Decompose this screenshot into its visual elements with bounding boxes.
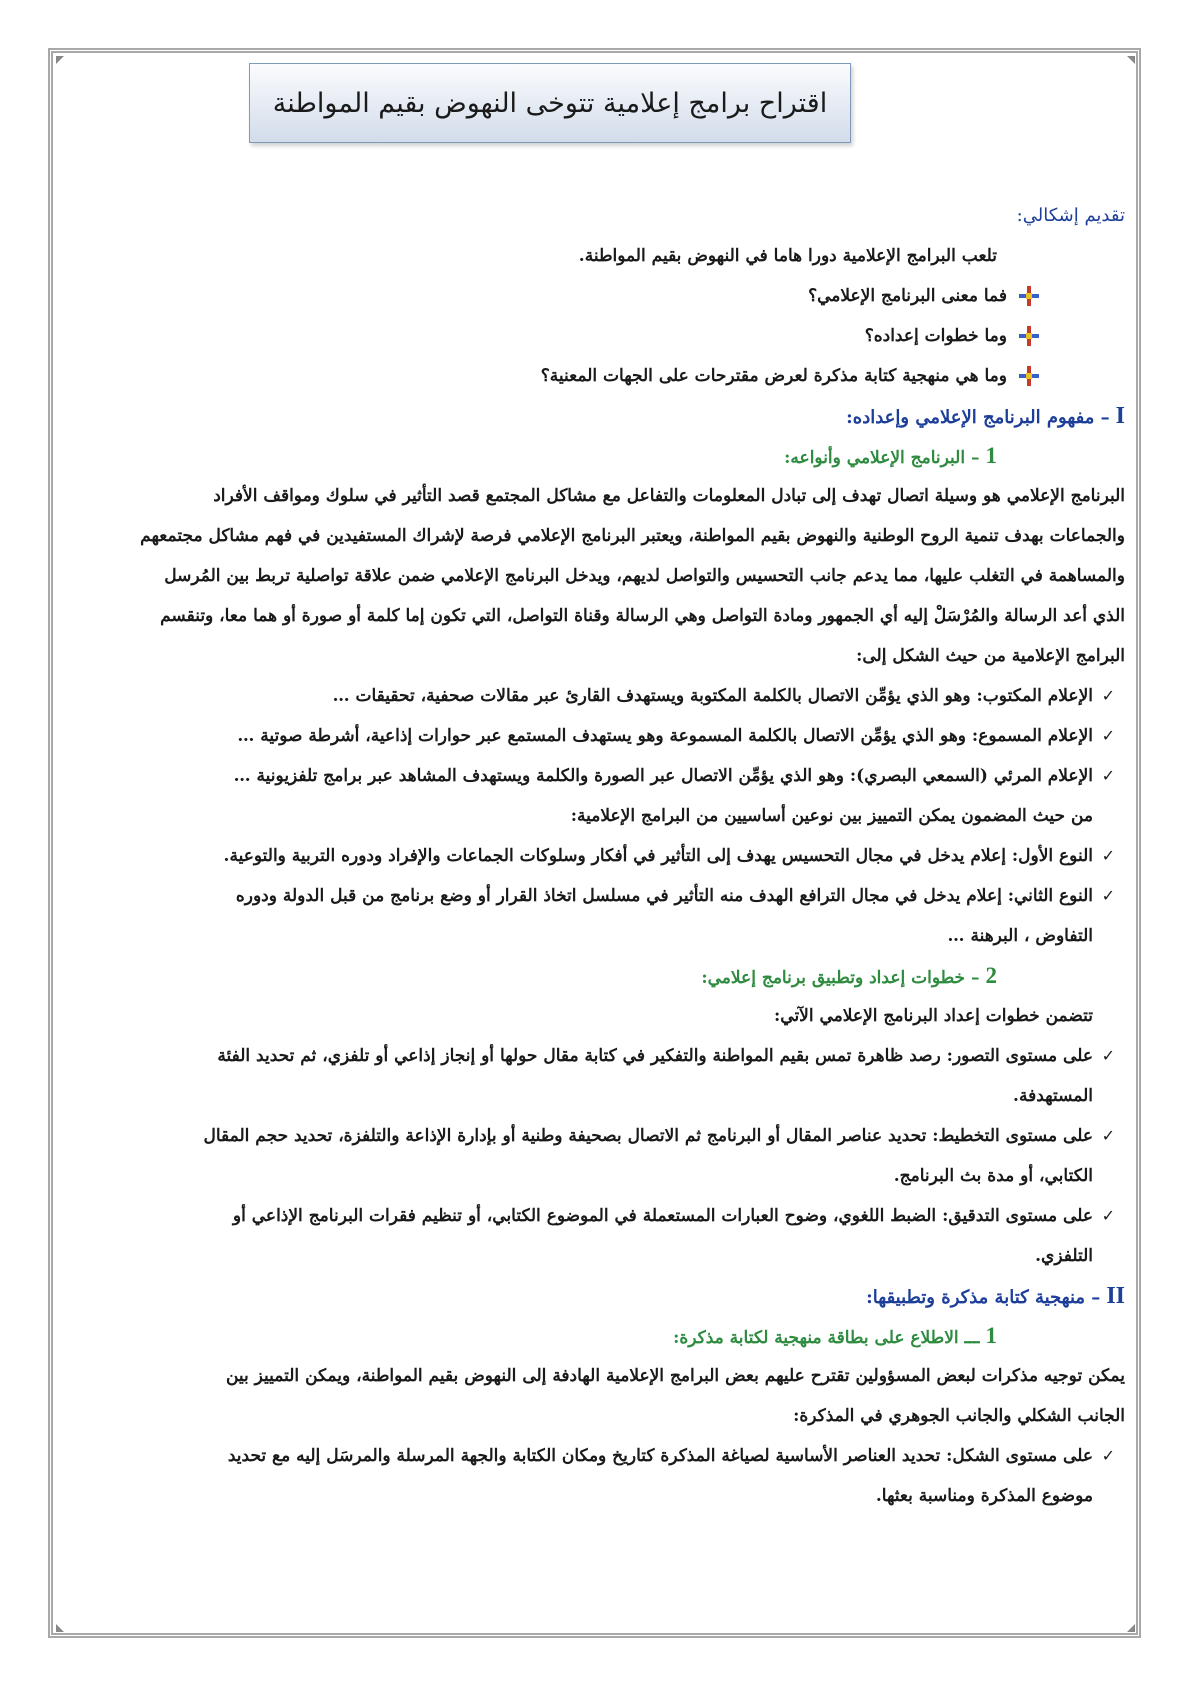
paragraph-line: الجانب الشكلي والجانب الجوهري في المذكرة: (793, 1406, 1125, 1426)
page-title (249, 63, 851, 143)
cross-bullet-icon (1019, 366, 1039, 386)
checkmark-icon: ✓ (1101, 886, 1115, 905)
subsection-number: 1 (985, 1323, 997, 1348)
checkmark-icon: ✓ (1101, 766, 1115, 785)
content-lead: من حيث المضمون يمكن التمييز بين نوعين أساسيين من البرامج الإعلامية: (570, 806, 1093, 826)
list-item-continuation: التفاوض ، البرهنة … (947, 926, 1093, 946)
checkmark-icon: ✓ (1101, 1206, 1115, 1225)
paragraph-line: يمكن توجيه مذكرات لبعض المسؤولين تقترح عليهم بعض البرامج الإعلامية الهادفة إلى النهوض بقيم المواطنة، ويمكن التمييز بين (225, 1366, 1125, 1386)
page-title-text: اقتراح برامج إعلامية تتوخى النهوض بقيم المواطنة (272, 87, 828, 119)
section-number: II (1106, 1283, 1125, 1309)
paragraph-line: الذي أعد الرسالة والمُرْسَلْ إليه أي الجمهور ومادة التواصل وهي الرسالة وقناة التواصل، التي تكون إما كلمة أو صورة أو هما معا، وتنقسم (160, 606, 1125, 626)
list-item-continuation: التلفزي. (1035, 1246, 1093, 1266)
checkmark-icon: ✓ (1101, 726, 1115, 745)
list-item: ✓النوع الثاني: إعلام يدخل في مجال الترافع الهدف منه التأثير في مسلسل اتخاذ القرار أو وضع برنامج من قبل الدولة ودوره (66, 876, 1125, 916)
corner-ornament (1127, 1624, 1135, 1632)
list-item: ✓على مستوى التدقيق: الضبط اللغوي، وضوح العبارات المستعملة في الموضوع الكتابي، أو تنظيم فقرات البرنامج الإذاعي أو (66, 1196, 1125, 1236)
checkmark-icon: ✓ (1101, 1446, 1115, 1465)
list-item-continuation: موضوع المذكرة ومناسبة بعثها. (875, 1486, 1093, 1506)
subsection-heading: 1– البرنامج الإعلامي وأنواعه: (784, 443, 997, 468)
intro-lead: تلعب البرامج الإعلامية دورا هاما في النهوض بقيم المواطنة. (578, 246, 997, 266)
cross-bullet-icon (1019, 286, 1039, 306)
document-body (66, 196, 1125, 1516)
checkmark-icon: ✓ (1101, 846, 1115, 865)
list-item: ✓على مستوى التخطيط: تحديد عناصر المقال أو البرنامج ثم الاتصال بصحيفة وطنية أو بإدارة الإذاعة والتلفزة، تحديد حجم المقال (66, 1116, 1125, 1156)
question-item: وما خطوات إعداده؟ (66, 316, 1125, 356)
checkmark-icon: ✓ (1101, 686, 1115, 705)
list-item-continuation: المستهدفة. (1013, 1086, 1093, 1106)
subsection-heading: 1ـــ الاطلاع على بطاقة منهجية لكتابة مذكرة: (673, 1323, 997, 1348)
paragraph-line: والجماعات بهدف تنمية الروح الوطنية والنهوض بقيم المواطنة، ويعتبر البرنامج الإعلامي فرصة لإشراك المستفيدين في فهم مشاكل مجتمعهم (140, 526, 1125, 546)
subsection-heading: 2– خطوات إعداد وتطبيق برنامج إعلامي: (701, 963, 997, 988)
checkmark-icon: ✓ (1101, 1126, 1115, 1145)
paragraph-line: البرنامج الإعلامي هو وسيلة اتصال تهدف إلى تبادل المعلومات والتفاعل مع مشاكل المجتمع قصد التأثير في سلوك ومواقف الأفراد (213, 486, 1125, 506)
question-item: وما هي منهجية كتابة مذكرة لعرض مقترحات على الجهات المعنية؟ (66, 356, 1125, 396)
list-item-continuation: الكتابي، أو مدة بث البرنامج. (893, 1166, 1093, 1186)
steps-lead: تتضمن خطوات إعداد البرنامج الإعلامي الآتي: (774, 1006, 1093, 1026)
intro-heading: تقديم إشكالي: (1016, 205, 1125, 226)
corner-ornament (56, 1624, 64, 1632)
section-number: I (1115, 403, 1125, 429)
checkmark-icon: ✓ (1101, 1046, 1115, 1065)
subsection-number: 1 (985, 443, 997, 468)
list-item: ✓الإعلام المكتوب: وهو الذي يؤمِّن الاتصال بالكلمة المكتوبة ويستهدف القارئ عبر مقالات صحفية، تحقيقات … (66, 676, 1125, 716)
section-heading: II– منهجية كتابة مذكرة وتطبيقها: (866, 1283, 1125, 1309)
list-item: ✓الإعلام المرئي (السمعي البصري): وهو الذي يؤمِّن الاتصال عبر الصورة والكلمة ويستهدف المشاهد عبر برامج تلفزيونية … (66, 756, 1125, 796)
list-item: ✓على مستوى الشكل: تحديد العناصر الأساسية لصياغة المذكرة كتاريخ ومكان الكتابة والجهة المرسلة والمرسَل إليه مع تحديد (66, 1436, 1125, 1476)
corner-ornament (1127, 56, 1135, 64)
question-item: فما معنى البرنامج الإعلامي؟ (66, 276, 1125, 316)
list-item: ✓على مستوى التصور: رصد ظاهرة تمس بقيم المواطنة والتفكير في كتابة مقال حولها أو إنجاز إذاعي أو تلفزي، ثم تحديد الفئة (66, 1036, 1125, 1076)
corner-ornament (56, 56, 64, 64)
section-heading: I– مفهوم البرنامج الإعلامي وإعداده: (846, 403, 1125, 429)
paragraph-line: والمساهمة في التغلب عليها، مما يدعم جانب التحسيس والتواصل لديهم، ويدخل البرنامج الإعلامي ضمن علاقة تواصلية تربط بين المُرسل (164, 566, 1125, 586)
list-item: ✓النوع الأول: إعلام يدخل في مجال التحسيس يهدف إلى التأثير في أفكار وسلوكات الجماعات والإفراد ودوره التربية والتوعية. (66, 836, 1125, 876)
subsection-number: 2 (985, 963, 997, 988)
paragraph-line: البرامج الإعلامية من حيث الشكل إلى: (856, 646, 1125, 666)
cross-bullet-icon (1019, 326, 1039, 346)
list-item: ✓الإعلام المسموع: وهو الذي يؤمِّن الاتصال بالكلمة المسموعة وهو يستهدف المستمع عبر حوارات إذاعية، أشرطة صوتية … (66, 716, 1125, 756)
